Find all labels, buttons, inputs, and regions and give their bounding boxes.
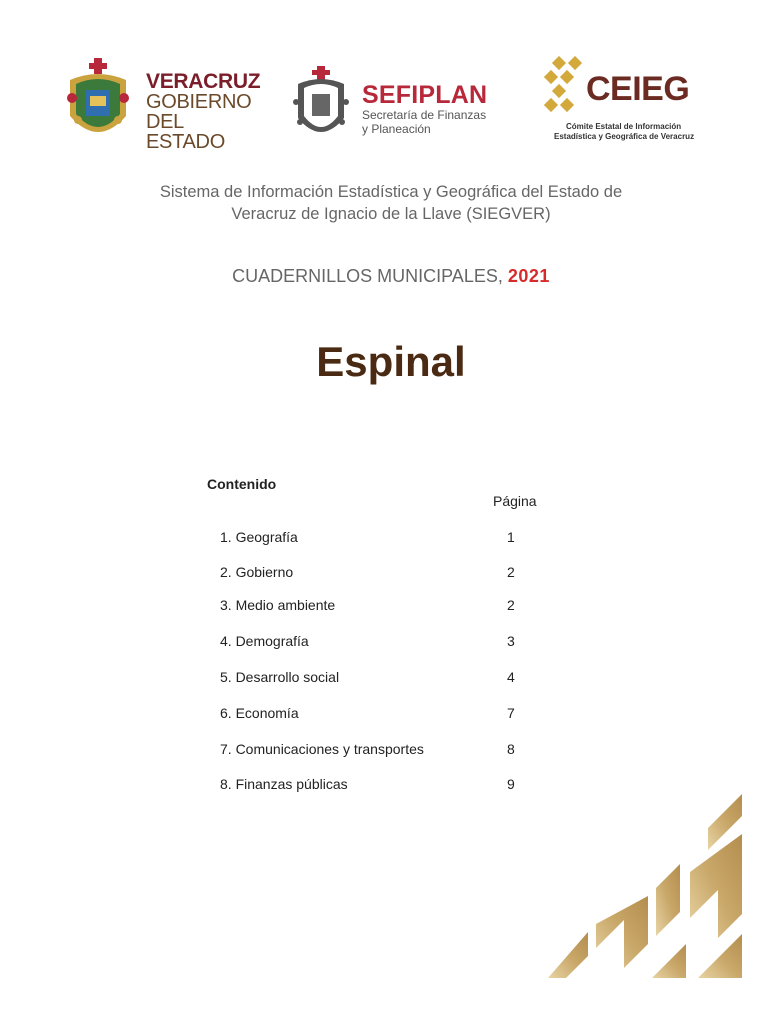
- toc-item: [220, 741, 540, 761]
- system-title-line2: Veracruz de Ignacio de la Llave (SIEGVER): [231, 205, 551, 223]
- toc-item: [220, 705, 540, 725]
- toc-page-header: Página: [493, 493, 537, 509]
- toc-item: [220, 633, 540, 653]
- ceieg-logo: [544, 56, 714, 146]
- toc-item-page: 2: [507, 597, 515, 613]
- sefiplan-logo: [290, 66, 510, 142]
- veracruz-coat-of-arms-icon: [62, 58, 134, 144]
- municipality-title: Espinal: [316, 338, 466, 385]
- system-title-line1: Sistema de Información Estadística y Geográfica del Estado de: [159, 183, 623, 201]
- ceieg-logo-line1: Cómite Estatal de Información: [566, 122, 682, 131]
- sefiplan-logo-name: SEFIPLAN: [362, 81, 488, 109]
- toc-item-label: 8. Finanzas públicas: [220, 776, 348, 792]
- toc-item-label: 1. Geografía: [220, 529, 298, 545]
- toc-item-label: 5. Desarrollo social: [220, 669, 340, 685]
- subtitle-text: CUADERNILLOS MUNICIPALES,: [232, 266, 508, 286]
- system-title: [0, 181, 770, 225]
- toc-item-page: 3: [507, 633, 515, 649]
- toc-item-page: 4: [507, 669, 515, 685]
- veracruz-government-logo: [62, 58, 262, 153]
- toc-item-page: 8: [507, 741, 515, 757]
- sefiplan-logo-line1: Secretaría de Finanzas: [362, 108, 487, 122]
- toc-item-page: 1: [507, 529, 515, 545]
- toc-item: [220, 529, 540, 549]
- veracruz-logo-line1: VERACRUZ: [146, 70, 261, 93]
- ceieg-logo-name: CEIEG: [586, 70, 690, 108]
- toc-item-label: 4. Demografía: [220, 633, 309, 649]
- toc-item-label: 2. Gobierno: [220, 564, 294, 580]
- veracruz-logo-line2: GOBIERNO: [146, 91, 252, 113]
- document-subtitle: [0, 266, 770, 287]
- sefiplan-seal-icon: [290, 66, 352, 142]
- ceieg-logo-line2: Estadística y Geográfica de Veracruz: [554, 132, 695, 141]
- subtitle-year: 2021: [507, 266, 550, 286]
- veracruz-logo-line3: DEL ESTADO: [146, 111, 225, 153]
- toc-item-label: 6. Economía: [220, 705, 299, 721]
- toc-item-label: 3. Medio ambiente: [220, 597, 336, 613]
- toc-item-label: 7. Comunicaciones y transportes: [220, 741, 424, 757]
- sefiplan-logo-line2: y Planeación: [362, 122, 431, 136]
- toc-item: [220, 669, 540, 689]
- toc-item-page: 9: [507, 776, 515, 792]
- toc-item: [220, 597, 540, 617]
- toc-item-page: 2: [507, 564, 515, 580]
- logo-bar: [0, 52, 770, 152]
- decorative-gold-corner-graphic: [548, 794, 742, 978]
- toc-title: Contenido: [207, 476, 277, 492]
- toc-item-page: 7: [507, 705, 515, 721]
- toc-item: [220, 564, 540, 584]
- toc-item: [220, 776, 540, 796]
